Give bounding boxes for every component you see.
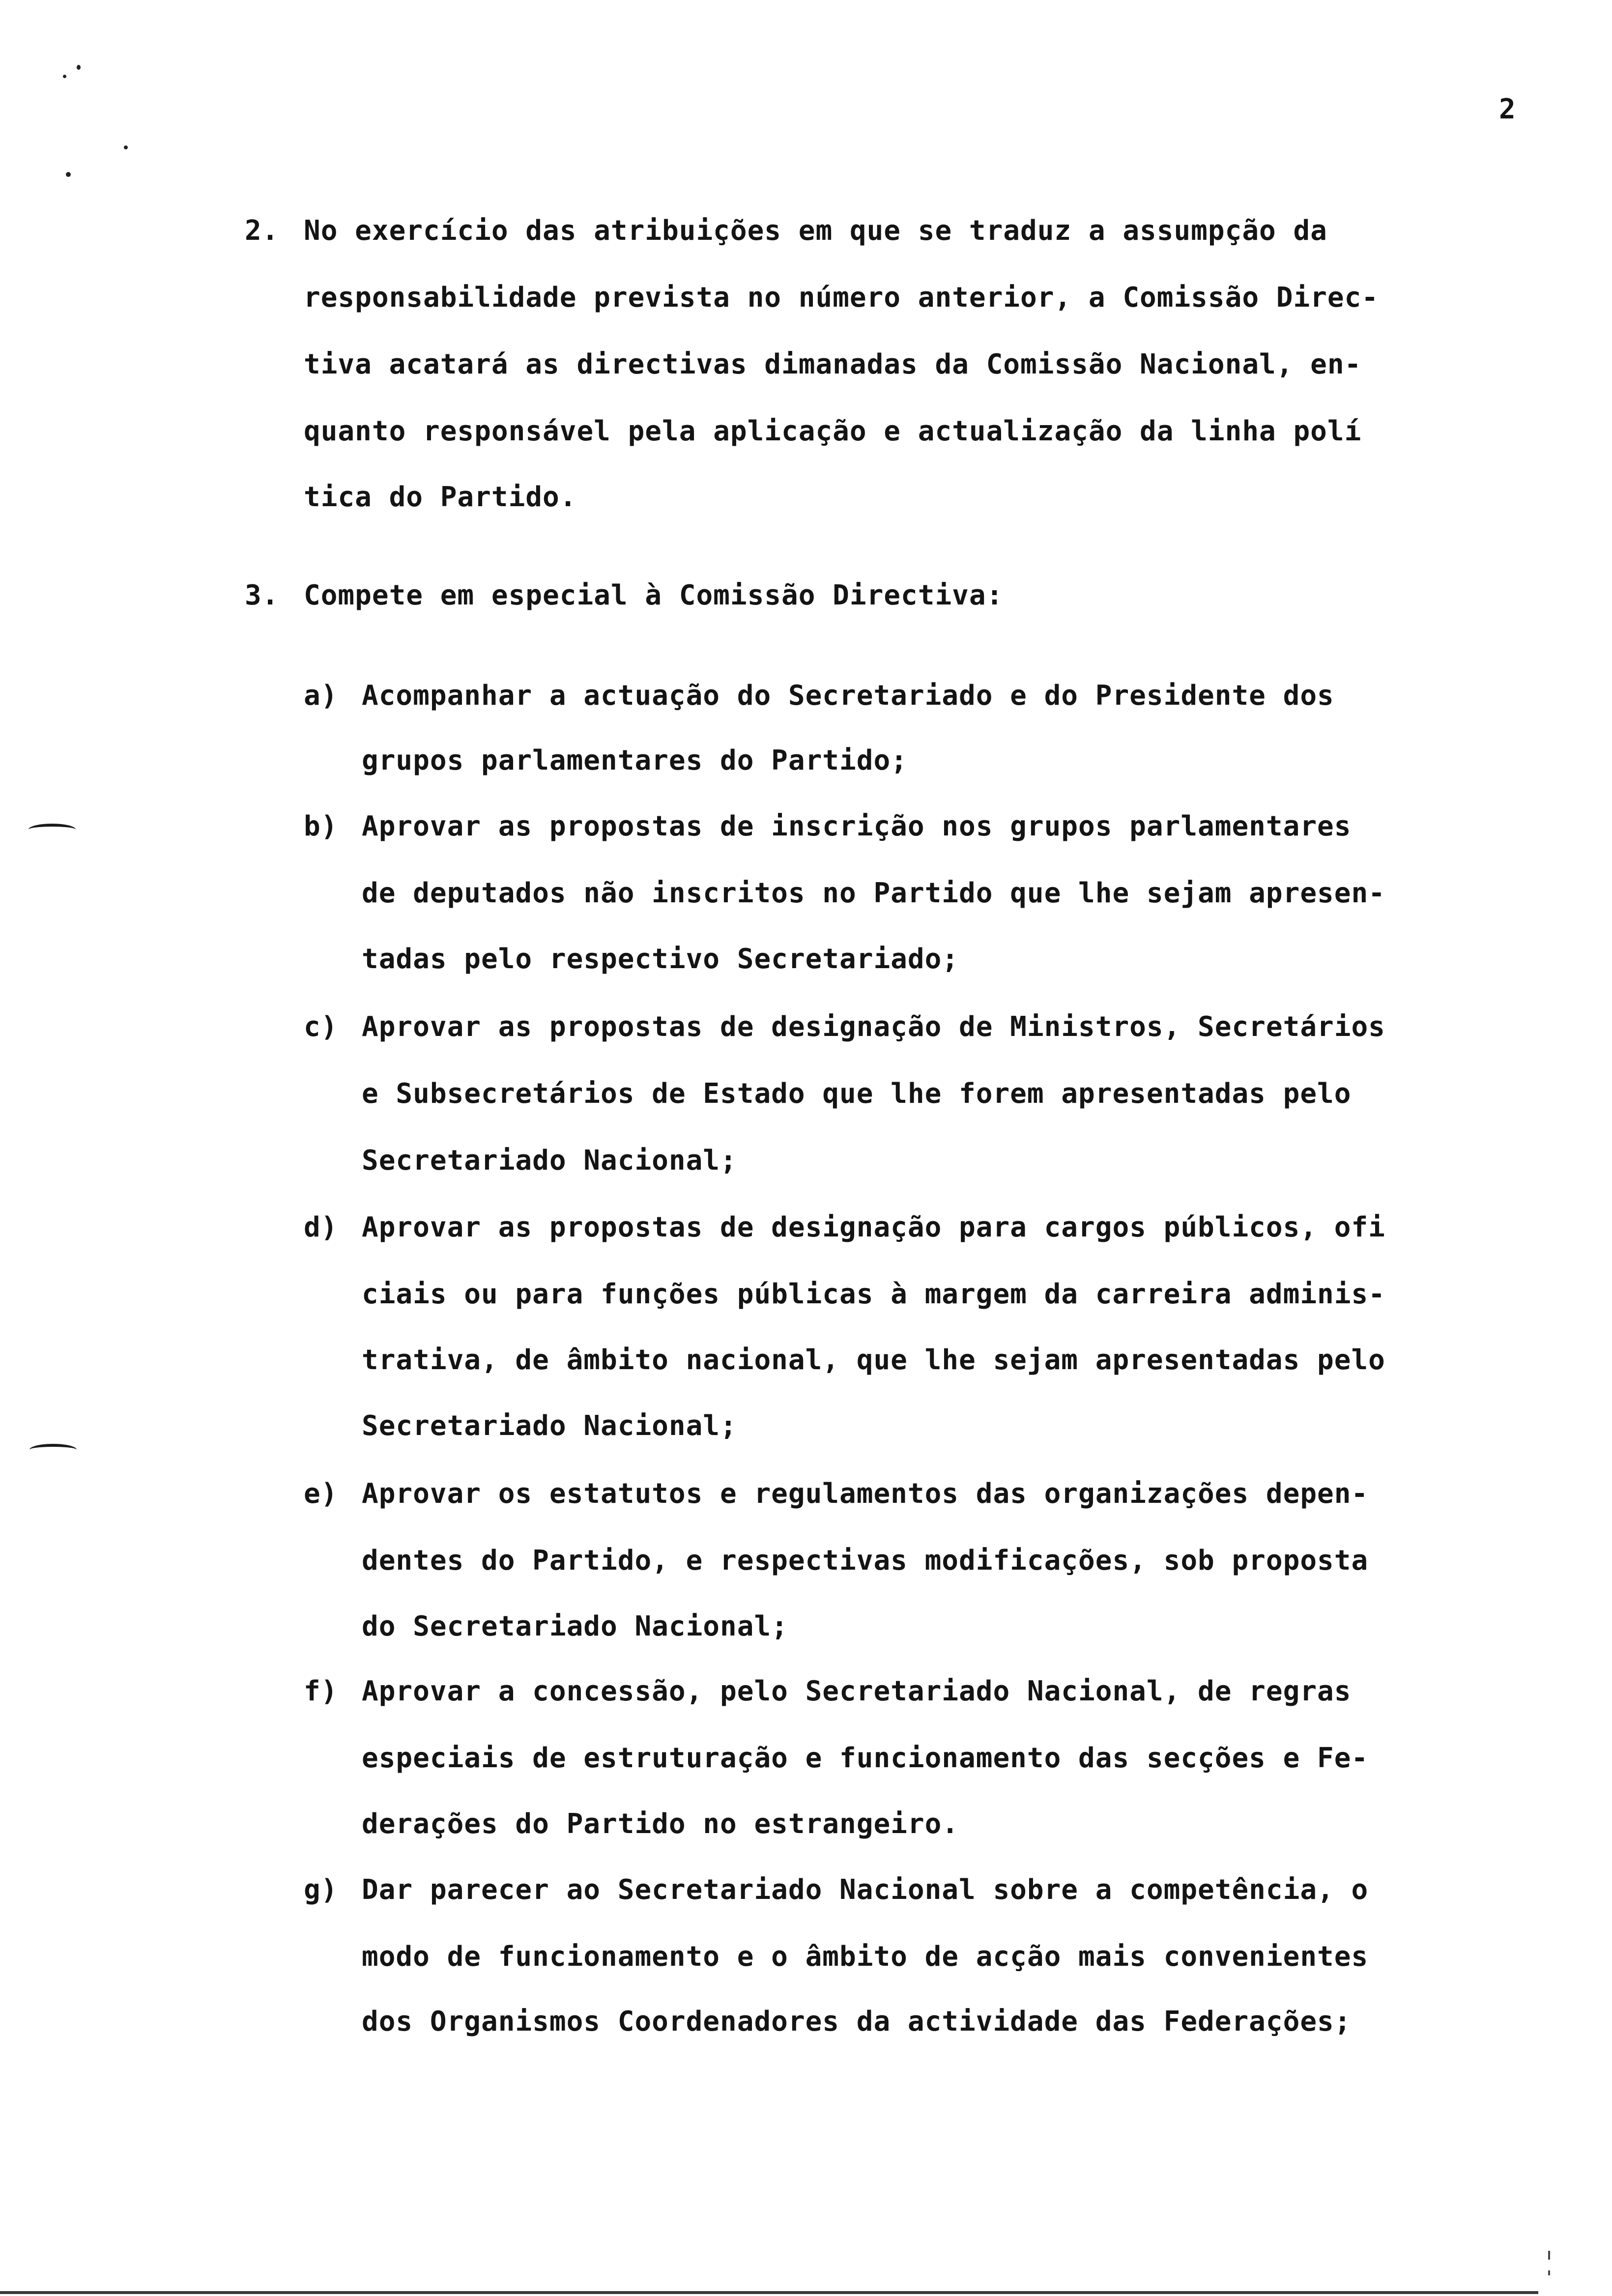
list-item-line: Aprovar a concessão, pelo Secretariado Nacional, de regras <box>362 1675 1352 1707</box>
page-number: 2 <box>1499 93 1516 125</box>
list-item-line: Aprovar os estatutos e regulamentos das organizações depen- <box>362 1478 1369 1510</box>
scan-speck <box>77 65 81 70</box>
list-item-line: modo de funcionamento e o âmbito de acção mais convenientes <box>362 1941 1369 1973</box>
scan-speck <box>63 75 66 78</box>
list-item-line: grupos parlamentares do Partido; <box>362 745 908 776</box>
section-number: 3. <box>245 579 279 611</box>
list-item-label: b) <box>304 810 338 842</box>
section-text-line: No exercício das atribuições em que se traduz a assumpção da <box>304 215 1327 247</box>
list-item-line: Aprovar as propostas de designação para cargos públicos, ofi <box>362 1211 1385 1243</box>
section-text-line: responsabilidade prevista no número anterior, a Comissão Direc- <box>304 282 1379 314</box>
list-item-line: do Secretariado Nacional; <box>362 1610 788 1642</box>
scan-speck <box>124 145 128 149</box>
punch-mark <box>29 824 76 835</box>
list-item-label: f) <box>304 1675 338 1707</box>
scan-speck <box>66 172 71 177</box>
scan-edge-mark <box>1548 2251 1550 2260</box>
list-item-line: Secretariado Nacional; <box>362 1410 737 1442</box>
list-item-line: de deputados não inscritos no Partido que lhe sejam apresen- <box>362 877 1385 909</box>
section-text-line: Compete em especial à Comissão Directiva: <box>304 579 1004 611</box>
list-item-line: Aprovar as propostas de designação de Ministros, Secretários <box>362 1011 1385 1043</box>
punch-mark <box>29 1444 77 1456</box>
section-text-line: tiva acatará as directivas dimanadas da Comissão Nacional, en- <box>304 348 1362 380</box>
list-item-label: g) <box>304 1874 338 1906</box>
list-item-line: ciais ou para funções públicas à margem da carreira adminis- <box>362 1278 1385 1310</box>
section-number: 2. <box>245 215 279 247</box>
list-item-line: Secretariado Nacional; <box>362 1145 737 1177</box>
list-item-label: a) <box>304 680 338 712</box>
list-item-line: Aprovar as propostas de inscrição nos grupos parlamentares <box>362 810 1352 842</box>
list-item-line: e Subsecretários de Estado que lhe forem apresentadas pelo <box>362 1078 1352 1110</box>
list-item-line: trativa, de âmbito nacional, que lhe sejam apresentadas pelo <box>362 1344 1385 1376</box>
list-item-label: d) <box>304 1211 338 1243</box>
list-item-line: especiais de estruturação e funcionamento das secções e Fe- <box>362 1742 1369 1774</box>
list-item-line: Acompanhar a actuação do Secretariado e do Presidente dos <box>362 680 1334 712</box>
list-item-line: dos Organismos Coordenadores da actividade das Federações; <box>362 2006 1352 2038</box>
list-item-line: dentes do Partido, e respectivas modificações, sob proposta <box>362 1545 1369 1577</box>
list-item-line: tadas pelo respectivo Secretariado; <box>362 943 959 975</box>
section-text-line: tica do Partido. <box>304 481 577 513</box>
list-item-line: derações do Partido no estrangeiro. <box>362 1808 959 1840</box>
page-bottom-edge <box>0 2291 1538 2294</box>
scan-edge-mark <box>1548 2270 1550 2275</box>
list-item-label: c) <box>304 1011 338 1043</box>
list-item-line: Dar parecer ao Secretariado Nacional sobre a competência, o <box>362 1874 1369 1906</box>
list-item-label: e) <box>304 1478 338 1510</box>
section-text-line: quanto responsável pela aplicação e actualização da linha polí <box>304 415 1362 447</box>
